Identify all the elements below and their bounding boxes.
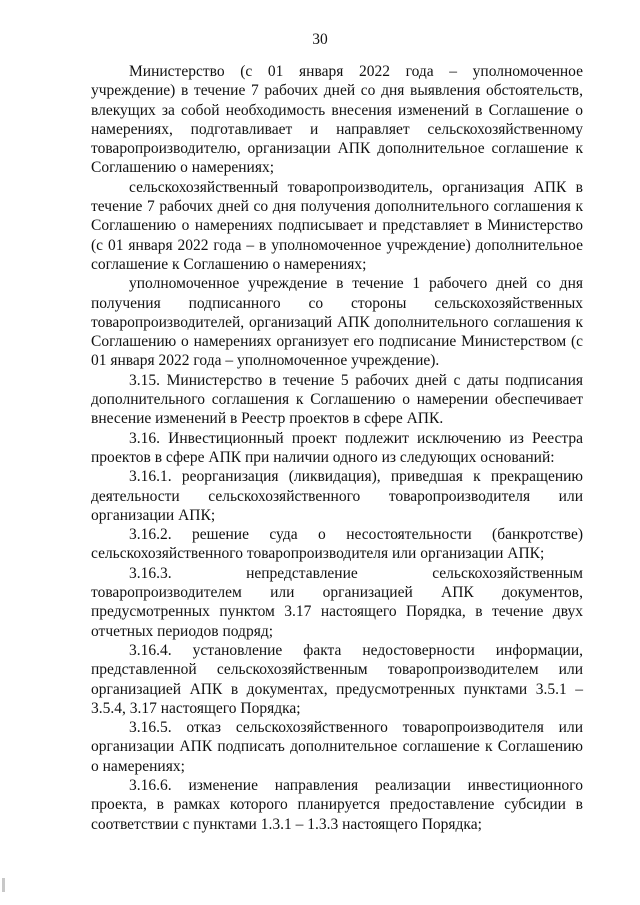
paragraph-3-16-1: 3.16.1. реорганизация (ликвидация), приведшая к прекращению деятельности сельскохозяйственного товаропроизводителя или организации АПК; [91, 468, 583, 524]
paragraph-producer-signs: сельскохозяйственный товаропроизводитель, организация АПК в течение 7 рабочих дней со дня получения дополнительного соглашения к Соглашению о намерениях подписывает и представляет в Министерство (с 01 января 2022 года – в уполномоченное учреждение) дополнительное соглашение к Соглашению о намерениях; [91, 178, 583, 273]
paragraph-3-16-5: 3.16.5. отказ сельскохозяйственного товаропроизводителя или организации АПК подписать дополнительное соглашение к Соглашению о намерениях; [91, 719, 583, 775]
page-number: 30 [312, 31, 328, 48]
paragraph-institution-organizes: уполномоченное учреждение в течение 1 рабочего дней со дня получения подписанного со стороны сельскохозяйственных товаропроизводителей, организаций АПК дополнительного соглашения к Соглашению о намерениях организует его подписание Министерством (с 01 января 2022 года – уполномоченное учреждение). [91, 275, 583, 370]
paragraph-3-16: 3.16. Инвестиционный проект подлежит исключению из Реестра проектов в сфере АПК при наличии одного из следующих оснований: [91, 429, 583, 466]
scan-margin-mark [2, 878, 5, 892]
document-body [91, 62, 583, 834]
paragraph-3-16-3: 3.16.3. непредставление сельскохозяйственным товаропроизводителем или организацией АПК документов, предусмотренных пунктом 3.17 настоящего Порядка, в течение двух отчетных периодов подряд; [91, 564, 583, 640]
paragraph-3-16-4: 3.16.4. установление факта недостоверности информации, представленной сельскохозяйственным товаропроизводителем или организацией АПК в документах, предусмотренных пунктами 3.5.1 – 3.5.4, 3.17 настоящего Порядка; [91, 641, 583, 717]
paragraph-3-16-6: 3.16.6. изменение направления реализации инвестиционного проекта, в рамках которого планируется предоставление субсидии в соответствии с пунктами 1.3.1 – 1.3.3 настоящего Порядка; [91, 776, 583, 833]
paragraph-ministry-prepares: Министерство (с 01 января 2022 года – уполномоченное учреждение) в течение 7 рабочих дней со дня выявления обстоятельств, влекущих за собой необходимость внесения изменений в Соглашение о намерениях, подготавливает и направляет сельскохозяйственному товаропроизводителю, организации АПК дополнительное соглашение к Соглашению о намерениях; [91, 63, 583, 177]
paragraph-3-16-2: 3.16.2. решение суда о несостоятельности (банкротстве) сельскохозяйственного товаропроизводителя или организации АПК; [91, 526, 583, 563]
paragraph-3-15: 3.15. Министерство в течение 5 рабочих дней с даты подписания дополнительного соглашения к Соглашению о намерении обеспечивает внесение изменений в Реестр проектов в сфере АПК. [91, 371, 583, 428]
